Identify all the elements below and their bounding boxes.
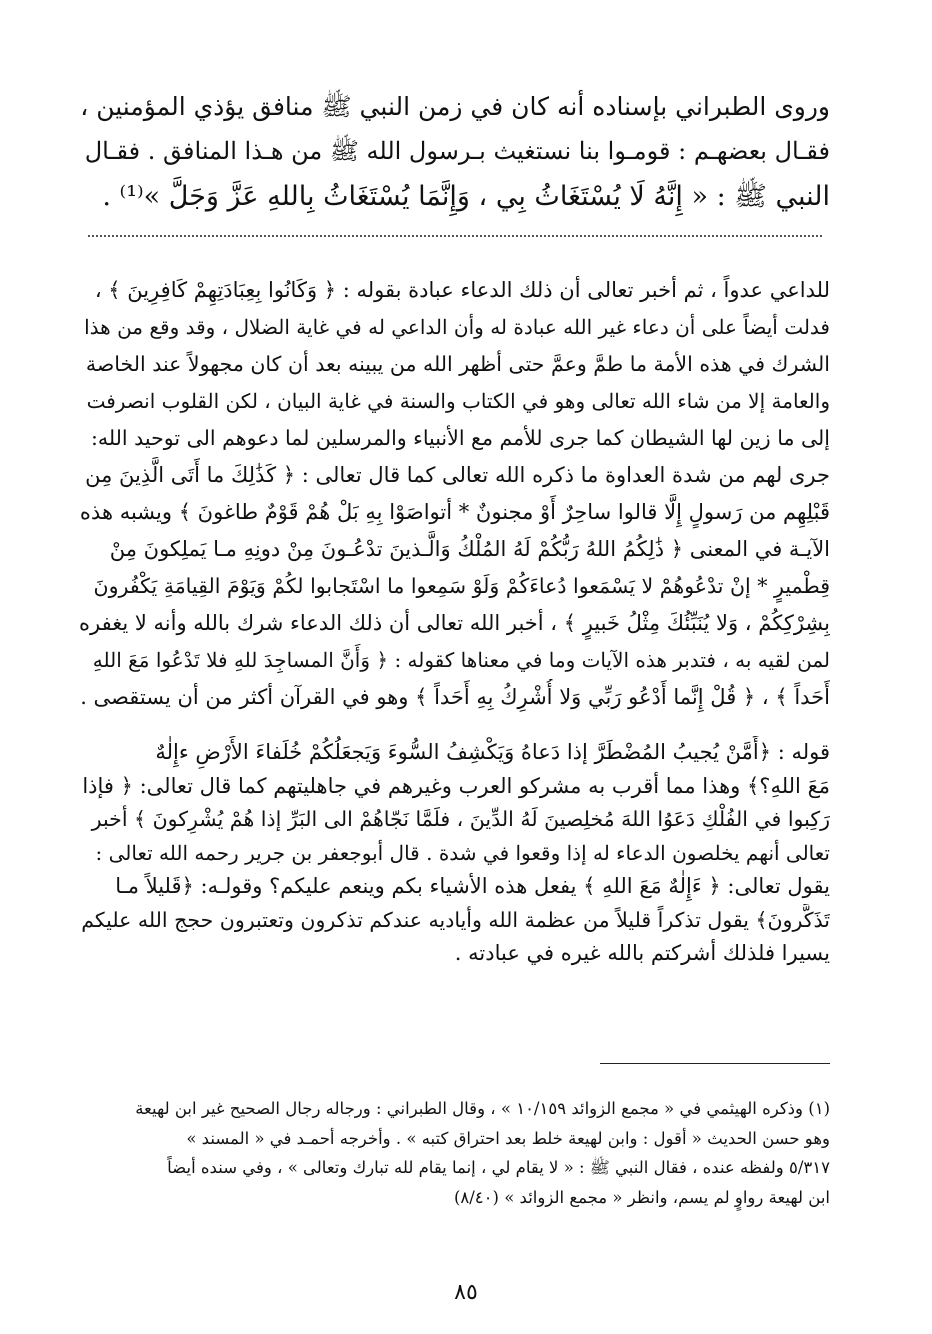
text-line: بِشِرْكِكُمْ ، وَلا يُنَبِّئُكَ مِثْلُ خَبيرٍ ﴾ ، أخبر الله تعالى أن ذلك الدعاء شرك بالله وأنه لا يغفره: [79, 611, 830, 635]
footnote-line: ٥/٣١٧ ولفظه عنده ، فقال النبي ﷺ : « لا يقام لي ، إنما يقام لله تبارك وتعالى » ، وفي سنده أيضاً: [167, 1158, 830, 1177]
text-line: فقـال بعضهـم : قومـوا بنا نستغيث بـرسول الله ﷺ من هـذا المنافق . فقـال: [84, 137, 830, 165]
footnote-line: وهو حسن الحديث « أقول : وابن لهيعة خلط بعد احتراق كتبه » . وأخرجه أحمـد في « المسند »: [186, 1128, 830, 1148]
text-line: يقول تعالى: ﴿ ءَإِلٰهٌ مَعَ اللهِ ﴾ يفعل هذه الأشياء بكم وينعم عليكم؟ وقولـه: ﴿قَليلاً مـا: [115, 874, 830, 898]
hadith-quote-paragraph: [78, 84, 830, 219]
text-line: إلى ما زين لها الشيطان كما جرى للأمم مع الأنبياء والمرسلين لما دعوهم الى توحيد الله:: [91, 426, 830, 450]
text-line: جرى لهم من شدة العداوة ما ذكره الله تعالى كما قال تعالى : ﴿ كَذَٰلِكَ ما أَتَى الَّذِينَ مِن: [85, 463, 830, 487]
page-number: ٨٥: [454, 1280, 478, 1305]
text-line: وروى الطبراني بإسناده أنه كان في زمن النبي ﷺ منافق يؤذي المؤمنين ،: [80, 92, 830, 121]
text-line: النبي ﷺ : « إِنَّهُ لَا يُسْتَغَاثُ بِي ، وَإِنَّمَا يُسْتَغَاثُ بِاللهِ عَزَّ وَجَلَّ »⁽¹⁾ .: [102, 181, 830, 212]
text-line: تَذَكَّرونَ﴾ يقول تذكراً قليلاً من عظمة الله وأياديه عندكم تذكرون وتعتبرون حجج الله عليكم: [81, 907, 830, 932]
dotted-separator: [88, 235, 822, 237]
text-line: قَبْلِهِم من رَسولٍ إِلَّا قالوا ساحِرٌ أَوْ مجنونٌ * أتواصَوْا بِهِ بَلْ هُمْ قَوْمٌ طاغونَ ﴾ ويشبه هذه: [79, 500, 830, 524]
text-line: والعامة إلا من شاء الله تعالى وهو في الكتاب والسنة في غاية البيان ، لكن القلوب انصرفت: [86, 389, 830, 413]
commentary-paragraph: [78, 736, 830, 971]
text-line: رَكِبوا في الفُلْكِ دَعَوُا اللهَ مُخلِصينَ لَهُ الدِّينَ ، فلَمَّا نَجّاهُمْ الى البَرِّ إذا هُمْ يُشْرِكونَ ﴾ أخبر: [91, 807, 830, 831]
text-line: أَحَداً ﴾ ، ﴿ قُلْ إِنَّما أَدْعُو رَبِّي وَلا أُشْرِكُ بِهِ أَحَداً ﴾ وهو في القرآن أكثر من أن يستقصى .: [80, 685, 830, 709]
footnote-separator-rule: [600, 1063, 830, 1064]
text-line: مَعَ اللهِ؟﴾ وهذا مما أقرب به مشركو العرب وغيرهم في جاهليتهم كما قال تعالى: ﴿ فإذا: [82, 773, 830, 798]
text-line: قِطْميرٍ * إنْ تدْعُوهُمْ لا يَسْمَعوا دُعاءَكُمْ وَلَوْ سَمِعوا ما اسْتَجابوا لكُمْ وَيَوْمَ القِيامَةِ يَكْفُرونَ: [93, 574, 830, 598]
text-line: يسيرا فلذلك أشركتم بالله غيره في عبادته .: [454, 941, 830, 965]
text-line: الآيـة في المعنى ﴿ ذَٰلِكُمُ اللهُ رَبُّكُمْ لَهُ المُلْكُ وَالَّـذينَ تدْعُـونَ مِنْ دونِهِ مـا يَملِكونَ مِنْ: [109, 537, 830, 561]
text-line: فدلت أيضاً على أن دعاء غير الله عبادة له وأن الداعي له في غاية الضلال ، وقد وقع من هذا: [84, 315, 830, 339]
text-line: الشرك في هذه الأمة ما طمَّ وعمَّ حتى أظهر الله من يبينه بعد أن كان مجهولاً عند الخاصة: [85, 352, 830, 376]
footnote-line: ابن لهيعة رواوٍ لم يسم، وانظر « مجمع الزوائد » (٨/٤٠): [453, 1187, 830, 1207]
text-line: قوله : ﴿أَمَّنْ يُجيبُ المُضْطَرَّ إذا دَعاهُ وَيَكْشِفُ السُّوءَ وَيَجعَلُكُمْ خُلَفاءَ الأَرْضِ ءإِلٰهٌ: [155, 740, 830, 764]
footnotes: [90, 1094, 830, 1212]
text-line: تعالى أنهم يخلصون الدعاء له إذا وقعوا في شدة . قال أبوجعفر بن جرير رحمه الله تعالى :: [95, 840, 830, 865]
text-line: للداعي عدواً ، ثم أخبر تعالى أن ذلك الدعاء عبادة بقوله : ﴿ وَكَانُوا بِعِبَادَتِهِمْ كَافِرِينَ ﴾ ،: [94, 278, 830, 302]
main-body-paragraph: [78, 272, 830, 716]
footnote-line: (١) وذكره الهيثمي في « مجمع الزوائد ١٠/١٥٩ » ، وقال الطبراني : ورجاله رجال الصحيح غير ابن لهيعة: [135, 1099, 830, 1118]
text-line: لمن لقيه به ، فتدبر هذه الآيات وما في معناها كقوله : ﴿ وَأَنَّ المساجِدَ للهِ فلا تَدْعُوا مَعَ اللهِ: [92, 648, 830, 672]
